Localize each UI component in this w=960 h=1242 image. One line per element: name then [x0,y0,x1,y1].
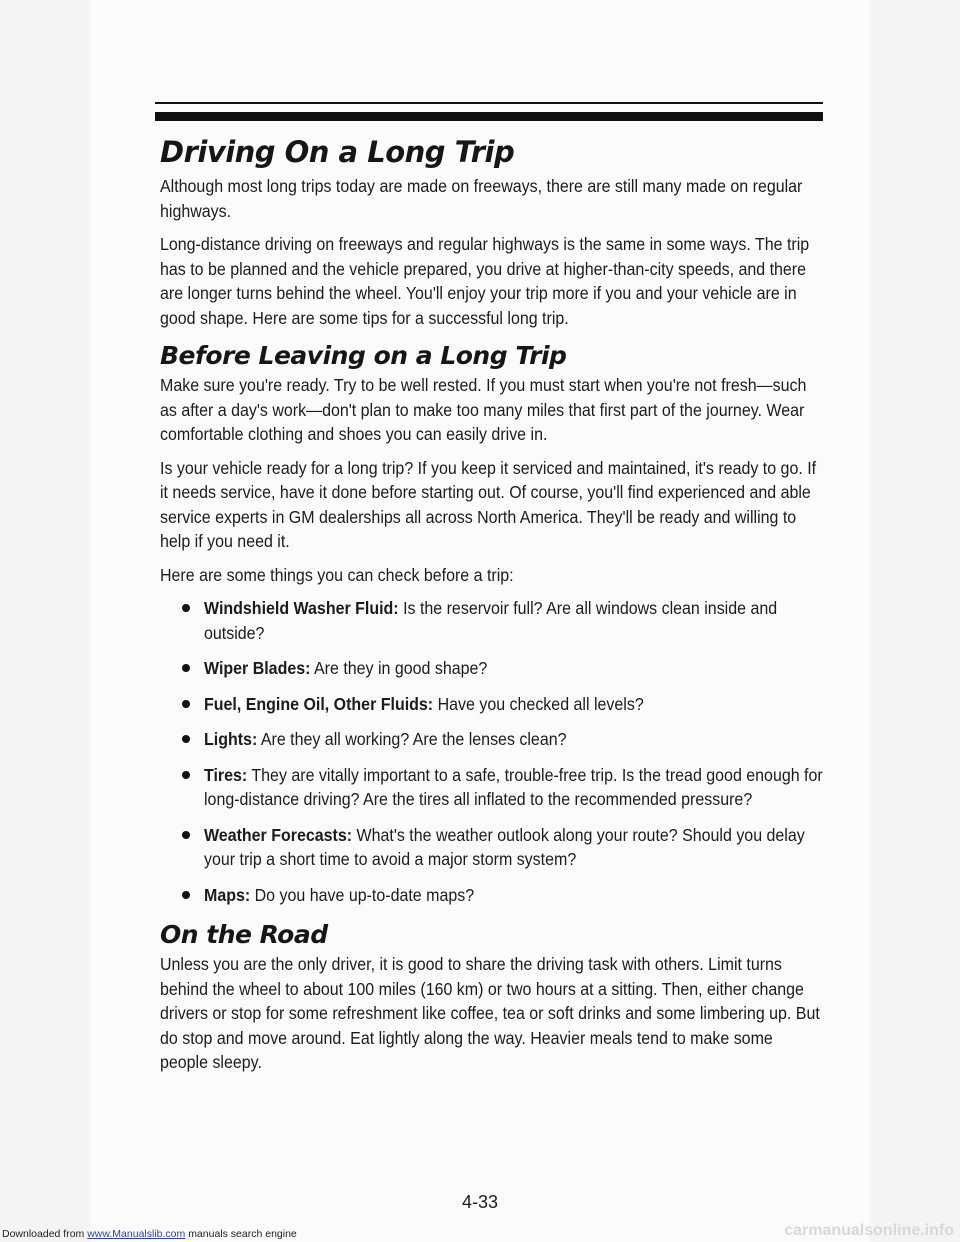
checklist-term: Fuel, Engine Oil, Other Fluids: [204,693,434,714]
checklist-text: Are they all working? Are the lenses clean? [260,729,567,749]
road-paragraph: Unless you are the only driver, it is good to share the driving task with others. Limit turns behind the wheel to about 100 miles (160 km) or two hours at a sitting. Then, either change drivers or stop for some refreshment like coffee, tea or soft drinks and some limbering up. But do stop and move around. Eat lightly along the way. Heavier meals tend to make some people sleepy. [160,954,820,1072]
manualslib-link[interactable]: www.Manualslib.com [87,1228,186,1240]
page-title: Driving On a Long Trip [160,135,515,169]
checklist-term: Weather Forecasts: [204,824,353,845]
bullet-icon [182,604,190,612]
header-rule-thin [155,102,823,104]
checklist-text: Do you have up-to-date maps? [254,884,475,905]
footer-suffix: manuals search engine [188,1228,297,1240]
checklist-text: They are vitally important to a safe, trouble-free trip. Is the tread good enough for long-distance driving? Are the tires all inflated to the recommended pressure? [204,764,823,809]
checklist-item [182,727,820,752]
checklist-item [182,692,820,717]
intro-paragraph-2: Long-distance driving on freeways and regular highways is the same in some ways. The trip has to be planned and the vehicle prepared, you drive at higher-than-city speeds, and there are longer turns behind the wheel. You'll enjoy your trip more if you and your vehicle are in good shape. Here are some tips for a successful long trip. [160,234,810,328]
bullet-icon [182,735,190,743]
before-paragraph-3: Here are some things you can check before a trip: [160,564,514,585]
checklist-term: Windshield Washer Fluid: [204,598,399,618]
section-heading-before-leaving: Before Leaving on a Long Trip [160,341,567,370]
before-paragraph-1: Make sure you're ready. Try to be well rested. If you must start when you're not fresh—such as after a day's work—don't plan to make too many miles that first part of the journey. Wear comfortable clothing and shoes you can easily drive in. [160,375,807,444]
intro-paragraph-1: Although most long trips today are made on freeways, there are still many made on regular highways. [160,176,803,221]
checklist-term: Maps: [204,884,251,905]
checklist-term: Lights: [204,729,258,749]
watermark: carmanualsonline.info [784,1222,954,1239]
bullet-icon [182,771,190,779]
checklist-text: Is the reservoir full? Are all windows clean inside and outside? [204,598,778,643]
checklist-text: What's the weather outlook along your route? Should you delay your trip a short time to avoid a major storm system? [204,824,805,869]
bullet-icon [182,700,190,708]
bullet-icon [182,664,190,672]
checklist-term: Tires: [204,764,248,785]
page-content [160,130,823,1084]
download-footer [2,1228,297,1240]
checklist-item [182,883,820,908]
page-number: 4-33 [461,1192,499,1212]
trip-checklist [160,596,823,907]
checklist-item [182,823,820,872]
checklist-item [182,763,823,812]
header-rule-thick [155,112,823,121]
bullet-icon [182,831,190,839]
before-paragraph-2: Is your vehicle ready for a long trip? If you keep it serviced and maintained, it's ready to go. If it needs service, have it done before starting out. Of course, you'll find experienced and able service experts in GM dealerships all across North America. They'll be ready and willing to help if you need it. [160,457,817,551]
bullet-icon [182,891,190,899]
footer-prefix: Downloaded from [2,1228,85,1240]
checklist-term: Wiper Blades: [204,658,311,678]
checklist-item [182,596,820,645]
checklist-text: Are they in good shape? [314,658,488,678]
checklist-item [182,656,820,681]
checklist-text: Have you checked all levels? [437,693,644,714]
section-heading-on-the-road: On the Road [160,920,328,949]
